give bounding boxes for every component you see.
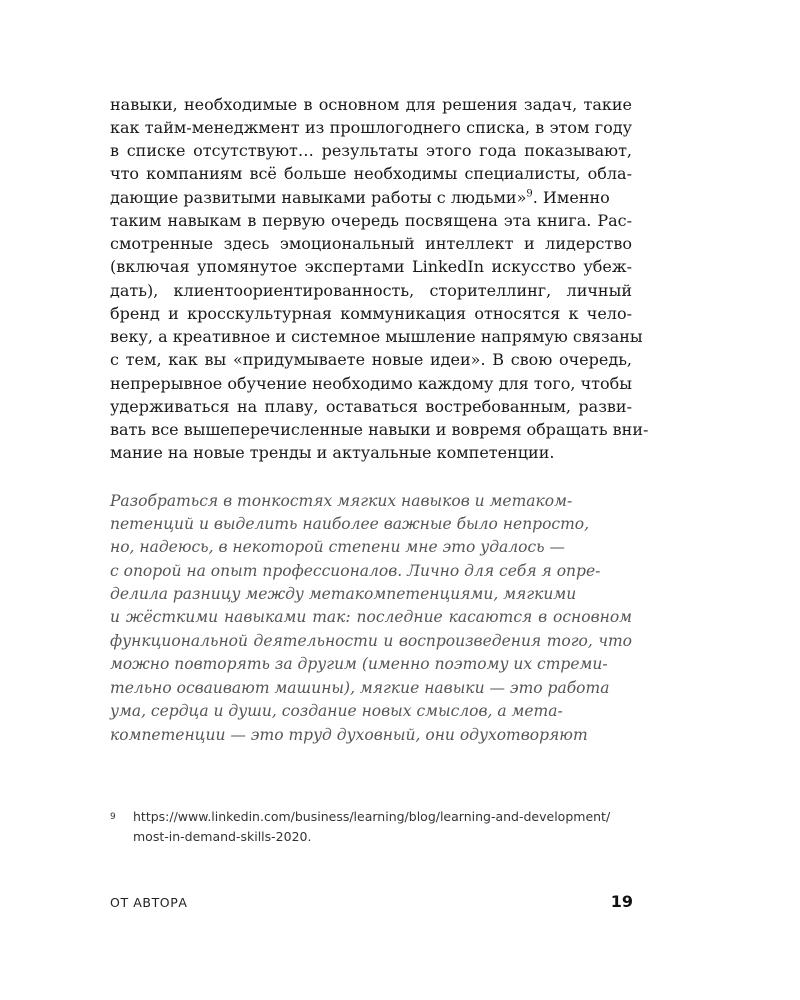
quote-line: Разобраться в тонкостях мягких навыков и метаком- <box>110 492 573 510</box>
body-line: с тем, как вы «придумываете новые идеи». В свою очередь, <box>110 350 632 369</box>
body-line: в списке отсутствуют… результаты этого года показывают, <box>110 141 632 160</box>
page-number: 19 <box>610 892 633 911</box>
running-title: ОТ АВТОРА <box>110 895 188 910</box>
footnote-number: 9 <box>110 812 116 822</box>
body-line: дать), клиентоориентированность, сторителлинг, личный <box>110 281 632 300</box>
body-line: мание на новые тренды и актуальные компетенции. <box>110 443 555 462</box>
quote-line: функциональной деятельности и воспроизведения того, что <box>110 632 632 650</box>
body-line <box>110 186 610 209</box>
quote-line: ума, сердца и души, создание новых смыслов, а мета- <box>110 702 563 720</box>
footnote-link-continued[interactable]: most-in-demand-skills-2020. <box>133 829 312 844</box>
body-line: удерживаться на плаву, оставаться востребованным, разви- <box>110 397 632 416</box>
quote-line: можно повторять за другим (именно поэтому их стреми- <box>110 655 608 673</box>
body-line: как тайм-менеджмент из прошлогоднего списка, в этом году <box>110 118 632 137</box>
quote-line: но, надеюсь, в некоторой степени мне это удалось — <box>110 538 566 556</box>
quote-line: петенций и выделить наиболее важные было непросто, <box>110 515 590 533</box>
quote-line: и жёсткими навыками так: последние касаются в основном <box>110 608 632 626</box>
quote-line: делила разницу между метакомпетенциями, мягкими <box>110 585 577 603</box>
quote-line: с опорой на опыт профессионалов. Лично для себя я опре- <box>110 562 601 580</box>
body-line: непрерывное обучение необходимо каждому для того, чтобы <box>110 374 632 393</box>
body-line: смотренные здесь эмоциональный интеллект и лидерство <box>110 234 632 253</box>
body-line-text: . Именно <box>532 188 610 207</box>
body-line: (включая упомянутое экспертами LinkedIn искусство убеж- <box>110 257 632 276</box>
body-line: что компаниям всё больше необходимы специалисты, обла- <box>110 164 632 183</box>
body-line-text: дающие развитыми навыками работы с людьми» <box>110 188 527 207</box>
body-line: таким навыкам в первую очередь посвящена эта книга. Рас- <box>110 211 632 230</box>
footnote-reference[interactable]: 9 <box>526 188 533 200</box>
footnote-link[interactable]: https://www.linkedin.com/business/learning/blog/learning-and-development/ <box>133 809 611 824</box>
quote-line: компетенции — это труд духовный, они одухотворяют <box>110 726 588 744</box>
body-line: бренд и кросскультурная коммуникация относятся к чело- <box>110 304 632 323</box>
body-line: навыки, необходимые в основном для решения задач, такие <box>110 95 632 114</box>
quote-line: тельно осваивают машины), мягкие навыки — это работа <box>110 679 610 697</box>
body-line: веку, а креативное и системное мышление напрямую связаны <box>110 327 643 346</box>
body-line: вать все вышеперечисленные навыки и вовремя обращать вни- <box>110 420 649 439</box>
